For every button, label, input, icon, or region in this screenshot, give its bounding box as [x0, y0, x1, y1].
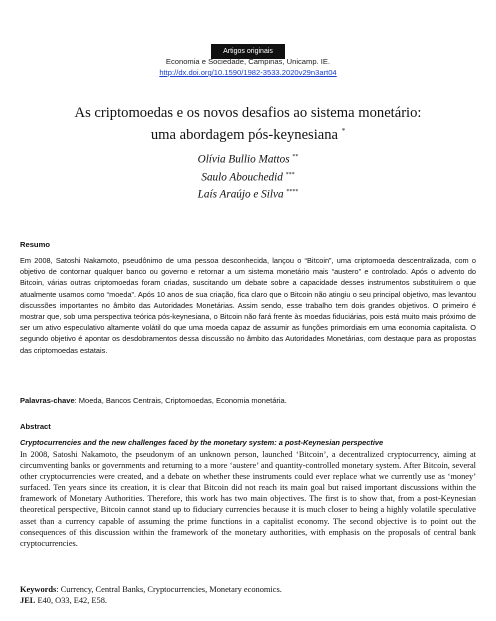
doi-link[interactable]: http://dx.doi.org/10.1590/1982-3533.2020v29n3art04 — [159, 68, 337, 77]
jel-value: E40, O33, E42, E58. — [35, 596, 108, 605]
abstract-heading: Abstract — [20, 422, 51, 431]
english-title: Cryptocurrencies and the new challenges faced by the monetary system: a post-Keynesian perspective — [20, 438, 384, 447]
author-list — [0, 150, 496, 203]
author-footnote-mark[interactable]: **** — [286, 189, 299, 196]
author — [0, 150, 496, 168]
jel-label: JEL — [20, 596, 36, 605]
journal-citation: Economia e Sociedade, Campinas, Unicamp. IE. — [165, 57, 331, 66]
author-name: Laís Araújo e Silva — [197, 189, 284, 202]
keywords-value: : Moeda, Bancos Centrais, Criptomoedas, Economia monetária. — [74, 396, 287, 405]
keywords-label: Palavras-chave — [20, 396, 75, 405]
resumo-text: Em 2008, Satoshi Nakamoto, pseudônimo de uma pessoa desconhecida, lançou o “Bitcoin”, uma criptomoeda descentralizada, com o objetivo de contornar qualquer banco ou governo e retornar a um sistema monetário mais “austero” e controlado. Após o advento do Bitcoin, várias outras criptomoedas foram criadas, suscitando um debate sobre a capacidade desses instrumentos substituírem o que atualmente usamos como “moeda”. Após 10 anos de sua criação, fica claro que o Bitcoin não atingiu o seu principal objetivo, mas levantou discussões importantes no âmbito das Autoridades Monetárias. Assim sendo, esse trabalho tem dois grandes objetivos. O primeiro é mostrar que, sob uma perspectiva teórica pós-keynesiana, o Bitcoin não fará frente às moedas fiduciárias, pois está muito mais próximo de ser um ativo especulativo altamente volátil do que uma moeda capaz de assumir as funções primordiais em uma economia capitalista. O segundo objetivo é apontar os desdobramentos dessa discussão no âmbito das Autoridades Monetárias, com destaque para as propostas das criptomoedas estatais. — [20, 256, 476, 355]
author-footnote-mark[interactable]: *** — [285, 171, 295, 178]
article-title — [0, 104, 496, 144]
abstract-text: In 2008, Satoshi Nakamoto, the pseudonym of an unknown person, launched ‘Bitcoin’, a decentralized cryptocurrency, aiming at circumventing banks or governments and returning to a more ‘austere’ and quantity-controlled monetary system. After Bitcoin, several other cryptocurrencies were created, and a debate on whether these instruments could ever replace what we currently use as ‘money’ surfaced. Ten years since its creation, it is clear that Bitcoin did not reach its main goal but raised important discussions within the framework of Monetary Authorities. Therefore, this work has two main objectives. The first is to show that, from a post-Keynesian theoretical perspective, Bitcoin cannot stand up to fiduciary currencies because it is much closer to being a highly volatile speculative asset than a currency capable of assuming the prime functions in a capitalist economy. The second objective is to point out the consequences of this discussion within the framework of the monetary authorities, with emphasis on the proposals of central bank cryptocurrencies. — [20, 450, 476, 548]
title-line-1: As criptomoedas e os novos desafios ao sistema monetário: — [74, 105, 422, 121]
author — [0, 168, 496, 186]
resumo-keywords — [20, 396, 476, 406]
keywords-label: Keywords — [20, 585, 57, 594]
title-line-2 — [0, 122, 496, 144]
section-badge: Artigos originais — [211, 44, 285, 59]
title-footnote-mark[interactable]: * — [341, 127, 346, 135]
author-footnote-mark[interactable]: ** — [292, 154, 299, 160]
title-line-2-text: uma abordagem pós-keynesiana — [150, 126, 339, 143]
author — [0, 185, 496, 203]
author-name: Olívia Bullio Mattos — [197, 153, 290, 166]
abstract-keywords — [20, 585, 476, 596]
author-name: Saulo Abouchedid — [201, 171, 283, 184]
resumo-heading: Resumo — [20, 240, 50, 249]
jel-codes — [20, 596, 476, 607]
keywords-value: : Currency, Central Banks, Cryptocurrencies, Monetary economics. — [56, 585, 282, 594]
